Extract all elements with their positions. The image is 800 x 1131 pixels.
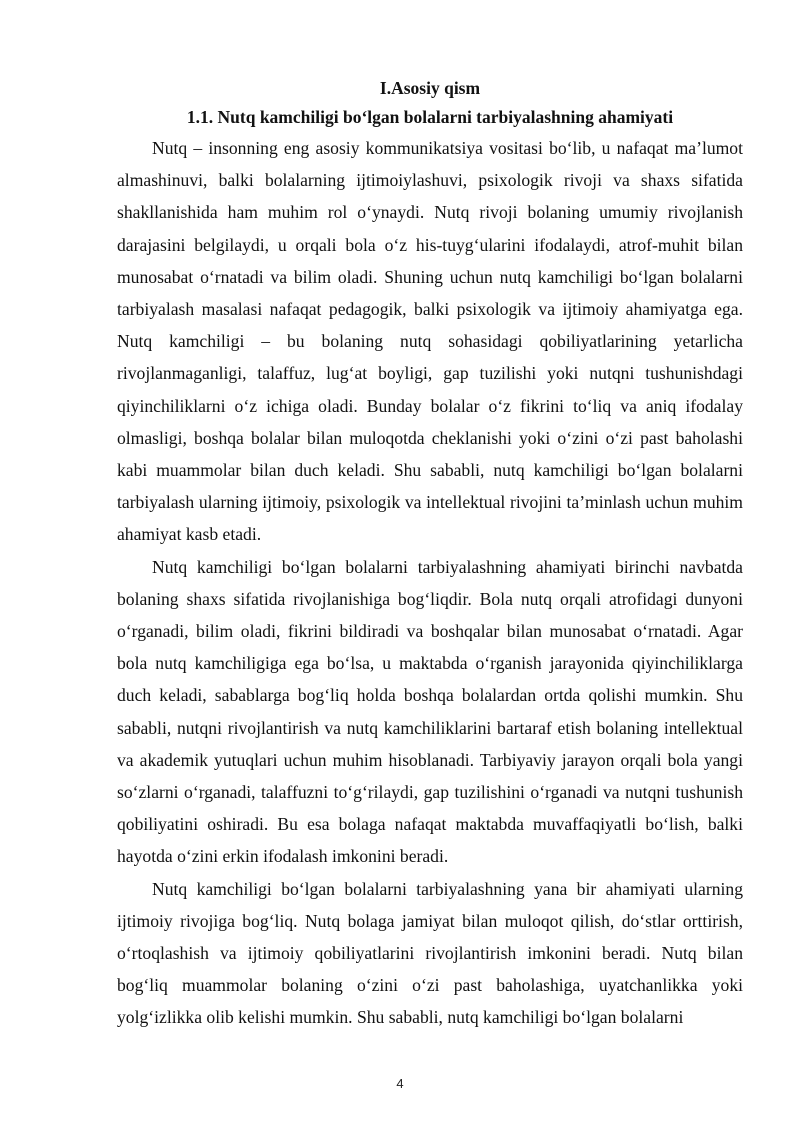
- subsection-heading: 1.1. Nutq kamchiligi bo‘lgan bolalarni tarbiyalashning ahamiyati: [186, 107, 674, 127]
- body-paragraph-1: Nutq – insonning eng asosiy kommunikatsiya vositasi bo‘lib, u nafaqat ma’lumot almashinuvi, balki bolalarning ijtimoiylashuvi, psixologik rivoji va shaxs sifatida shakllanishida ham muhim rol o‘ynaydi. Nutq rivoji bolaning umumiy rivojlanish darajasini belgilaydi, u orqali bola o‘z his-tuyg‘ularini ifodalaydi, atrof-muhit bilan munosabat o‘rnatadi va bilim oladi. Shuning uchun nutq kamchiligi bo‘lgan bolalarni tarbiyalash masalasi nafaqat pedagogik, balki psixologik va ijtimoiy ahamiyatga ega. Nutq kamchiligi – bu bolaning nutq sohasidagi qobiliyatlarining yetarlicha rivojlanmaganligi, talaffuz, lug‘at boyligi, gap tuzilishi yoki nutqni tushunishdagi qiyinchiliklarni o‘z ichiga oladi. Bunday bolalar o‘z fikrini to‘liq va aniq ifodalay olmasligi, boshqa bolalar bilan muloqotda cheklanishi yoki o‘zini o‘zi past baholashi kabi muammolar bilan duch keladi. Shu sababli, nutq kamchiligi bo‘lgan bolalarni tarbiyalash ularning ijtimoiy, psixologik va intellektual rivojini ta’minlash uchun muhim ahamiyat kasb etadi.: [117, 138, 743, 545]
- page-content: [117, 74, 743, 1034]
- page-number: 4: [396, 1076, 404, 1091]
- body-paragraph-2: Nutq kamchiligi bo‘lgan bolalarni tarbiyalashning ahamiyati birinchi navbatda bolaning shaxs sifatida rivojlanishiga bog‘liqdir. Bola nutq orqali atrofidagi dunyoni o‘rganadi, bilim oladi, fikrini bildiradi va boshqalar bilan munosabat o‘rnatadi. Agar bola nutq kamchiligiga ega bo‘lsa, u maktabda o‘rganish jarayonida qiyinchiliklarga duch keladi, sabablarga bog‘liq holda boshqa bolalardan ortda qolishi mumkin. Shu sababli, nutqni rivojlantirish va nutq kamchiliklarini bartaraf etish bolaning intellektual va akademik yutuqlari uchun muhim hisoblanadi. Tarbiyaviy jarayon orqali bola yangi so‘zlarni o‘rganadi, talaffuzni to‘g‘rilaydi, gap tuzilishini o‘rganadi va nutqni tushunish qobiliyatini oshiradi. Bu esa bolaga nafaqat maktabda muvaffaqiyatli bo‘lish, balki hayotda o‘zini erkin ifodalash imkonini beradi.: [117, 556, 743, 867]
- body-paragraph-3: Nutq kamchiligi bo‘lgan bolalarni tarbiyalashning yana bir ahamiyati ularning ijtimoiy rivojiga bog‘liq. Nutq bolaga jamiyat bilan muloqot qilish, do‘stlar orttirish, o‘rtoqlashish va ijtimoiy qobiliyatlarini rivojlantirish imkonini beradi. Nutq bilan bog‘liq muammolar bolaning o‘zini o‘zi past baholashiga, uyatchanlikka yoki yolg‘izlikka olib kelishi mumkin. Shu sababli, nutq kamchiligi bo‘lgan bolalarni: [117, 878, 743, 1028]
- section-heading: I.Asosiy qism: [379, 78, 481, 98]
